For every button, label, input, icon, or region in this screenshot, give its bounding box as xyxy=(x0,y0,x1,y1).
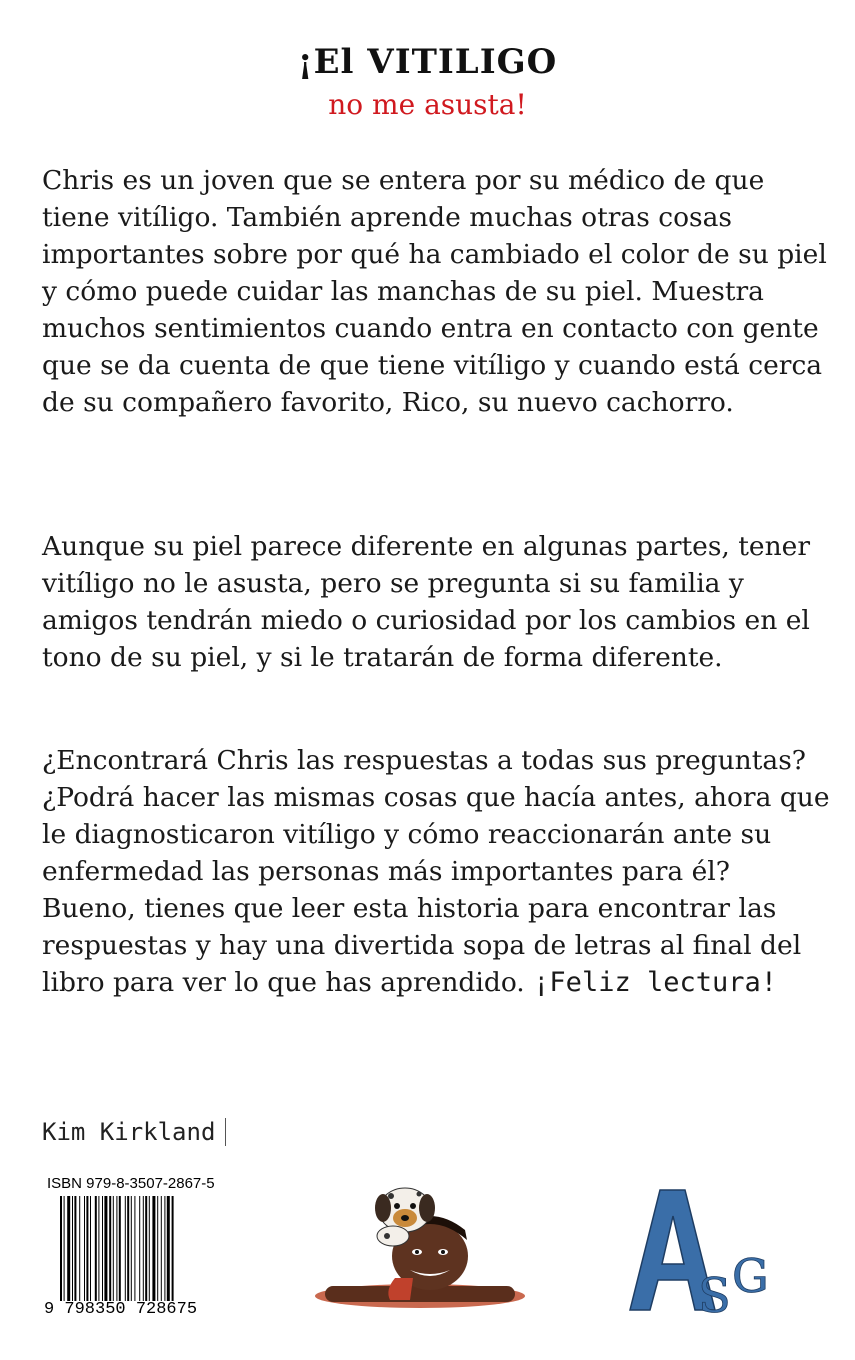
book-title: ¡El VITILIGO xyxy=(297,42,558,82)
barcode-bar xyxy=(119,1196,121,1301)
barcode-bar xyxy=(125,1196,126,1301)
logo-letter-s: S xyxy=(698,1268,731,1320)
barcode-bar xyxy=(161,1196,162,1301)
barcode-bar xyxy=(127,1196,129,1301)
barcode-bar xyxy=(157,1196,158,1301)
barcode-bar xyxy=(131,1196,132,1301)
barcode-bar xyxy=(113,1196,114,1301)
barcode-bar xyxy=(84,1196,85,1301)
barcode-bar xyxy=(67,1196,70,1301)
barcode-bar xyxy=(134,1196,135,1301)
isbn-digits: 9 798350 728675 xyxy=(44,1300,198,1319)
logo-letter-g: G xyxy=(732,1249,769,1303)
barcode-bar xyxy=(64,1196,65,1301)
barcode-bar xyxy=(116,1196,117,1301)
barcode-image xyxy=(60,1196,210,1301)
barcode-bar xyxy=(79,1196,80,1301)
barcode-bar xyxy=(167,1196,170,1301)
barcode-bar xyxy=(104,1196,107,1301)
barcode-bar xyxy=(102,1196,103,1301)
barcode-bar xyxy=(109,1196,111,1301)
author-signature: Kim Kirkland xyxy=(42,1118,226,1146)
closing-text: ¡Feliz lectura! xyxy=(533,967,778,998)
barcode-bar xyxy=(90,1196,91,1301)
barcode-bar xyxy=(60,1196,62,1301)
blurb-paragraph-3 xyxy=(42,742,832,1001)
barcode-bar xyxy=(139,1196,140,1301)
barcode-bar xyxy=(98,1196,99,1301)
book-subtitle: no me asusta! xyxy=(328,88,527,121)
barcode-bar xyxy=(74,1196,76,1301)
isbn-label: ISBN 979-8-3507-2867-5 xyxy=(47,1175,215,1192)
barcode-bar xyxy=(152,1196,155,1301)
boy-and-puppy-illustration xyxy=(295,1178,545,1318)
asg-logo xyxy=(620,1180,790,1320)
blurb-paragraph-1: Chris es un joven que se entera por su médico de que tiene vitíligo. También aprende muchas otras cosas importantes sobre por qué ha cambiado el color de su piel y cómo puede cuidar las manchas de su piel. Muestra muchos sentimientos cuando entra en contacto con gente que se da cuenta de que tiene vitíligo y cuando está cerca de su compañero favorito, Rico, su nuevo cachorro. xyxy=(42,165,827,418)
blurb-paragraph-3-text: ¿Encontrará Chris las respuestas a todas sus preguntas? ¿Podrá hacer las mismas cosas que hacía antes, ahora que le diagnosticaron vitíligo y cómo reaccionarán ante su enfermedad las personas más importantes para él? Bueno, tienes que leer esta historia para encontrar las respuestas y hay una divertida sopa de letras al final del libro para ver lo que has aprendido. xyxy=(42,745,830,998)
blurb-paragraph-2: Aunque su piel parece diferente en algunas partes, tener vitíligo no le asusta, pero se pregunta si su familia y amigos tendrán miedo o curiosidad por los cambios en el tono de su piel, y si le tratarán de forma diferente. xyxy=(42,531,811,673)
barcode-bar xyxy=(145,1196,147,1301)
barcode-bar xyxy=(143,1196,144,1301)
barcode-bar xyxy=(95,1196,97,1301)
barcode-bar xyxy=(72,1196,73,1301)
barcode-bar xyxy=(172,1196,174,1301)
barcode-bar xyxy=(164,1196,165,1301)
barcode-bar xyxy=(86,1196,88,1301)
barcode-bar xyxy=(149,1196,150,1301)
